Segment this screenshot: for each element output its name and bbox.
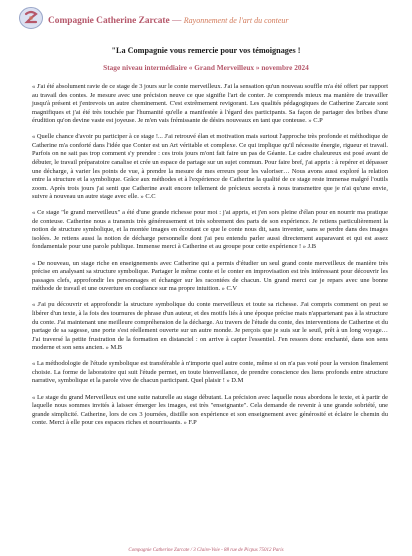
header-separator: —	[172, 16, 182, 26]
testimonial-paragraph: « Ce stage "le grand merveilleux" a été d'une grande richesse pour moi : j'ai appris, et j'en sors pleine d'élan pour en nourrir ma pratique de conteuse. Catherine nous a transmis très généreusement et très sobrement des parts de son expérience. Je retiens particulièrement la notion de structure symbolique, et la montée images en écoutant ce que le conte nous dit, sans inventer, sans se perdre dans des images isolées. Je retiens aussi la notion de décharge personnelle dont j'ai peu entendu parler aussi directement auparavant et qui est assez fondamentale pour une parole publique. Immense merci à Catherine et au groupe pour cette expérience ! » J.B	[32, 209, 388, 251]
testimonial-paragraph: « Quelle chance d'avoir pu participer à ce stage !... J'ai retrouvé élan et motivation mais surtout l'approche très profonde et méthodique de Catherine m'a conforté dans l'idée que Conter est un Art véritable et complexe. Ce qui implique qu'il nécessite énergie, rigueur et travail. Parfois on ne sait pas trop comment s'y prendre : ces trois jours m'ont fait faire un pas de Géante. Le cadre chaleureux est posé avant de débuter, le travail préparatoire canalise et crée un espace de partage sur un sujet commun. Pour faire bref, j'ai appris : à repérer et dépasser une décharge, à varier les points de vue, à prendre la mesure de mes erreurs pour les valoriser… Nous avons aussi exploré la relation entre la structure et la symbolique. Grâce aux méthodes et à l'expérience de Catherine la qualité de ce stage reste immense malgré l'outils zoom. Après trois jours j'ai senti que Catherine avait encore tellement de précieux secrets à nous transmettre que je n'ai qu'une envie, suivre à nouveau un autre stage avec elle. » C.C	[32, 133, 388, 201]
testimonial-paragraph: « Le stage du grand Merveilleux est une suite naturelle au stage débutant. La précision avec laquelle nous abordons le texte, et à partir de laquelle nous sommes invités à laisser émerger les images, est très "enseignante". Cela demande de revenir à une grande sobriété, une grande simplicité. Catherine, lors de ces 3 journées, distille son expérience et son enseignement avec générosité et éclaire le chemin du conte. Merci à elle pour ces espaces riches et nourrissants. » F.P	[32, 393, 388, 427]
company-tagline: Rayonnement de l'art du conteur	[183, 16, 289, 25]
thanks-heading: "La Compagnie vous remercie pour vos témoignages !	[111, 46, 301, 55]
testimonial-paragraph: « De nouveau, un stage riche en enseignements avec Catherine qui a permis d'étudier un seul grand conte merveilleux de manière très précise en analysant sa structure symbolique. Partager le même conte et le conter en improvisation est très intéressant pour découvrir les passages clefs, approfondir les personnages et échanger sur les racontées de chacun. Un grand merci car je repars avec une bonne méthode de travail et une ouverture en confiance sur ma propre intuition. » C.V	[32, 259, 388, 293]
page-footer: Compagnie Catherine Zarcate / 3 Claire-Voie - 88 rue de Picpus 75012 Paris	[128, 548, 284, 553]
page-header	[48, 16, 404, 26]
testimonials-list	[32, 83, 388, 435]
company-name: Compagnie Catherine Zarcate	[48, 16, 170, 26]
company-logo	[18, 6, 44, 30]
testimonial-paragraph: « J'ai pu découvrir et approfondir la structure symbolique du conte merveilleux et toute sa richesse. J'ai compris comment on peut se libérer d'un texte, à la fois des tournures de phrase d'un auteur, et des motifs liés à une époque précise mais n'appartenant pas à la structure du conte. J'ai maintenant une meilleure compréhension de la décharge. Au travers de l'étude du conte, des interventions de Catherine et du partage de sa sagesse, une porte s'est réellement ouverte sur un autre monde. Je perçois que je suis sur le seuil, prêt à un long voyage… J'ai traversé la petite frustration de la formation en distanciel : on arrive à capter l'essentiel. J'en ressors donc enchanté, dans son sens moderne et son sens ancien. » M.B	[32, 301, 388, 352]
stage-title: Stage niveau intermédiaire « Grand Merveilleux » novembre 2024	[103, 63, 309, 72]
testimonial-paragraph: « J'ai été absolument ravie de ce stage de 3 jours sur le conte merveilleux. J'ai la sensation qu'un nouveau souffle m'a été offert par rapport au travail des contes. Je mesure avec une précision neuve ce que signifie l'art de conter. Je comprends mieux ma manière de travailler jusqu'à présent et j'entrevois un autre cheminement. C'est extrêmement revigorant. Les qualités pédagogiques de Catherine Zarcate sont magnifiques et j'ai été très touchée par l'humanité qu'elle a manifestée à l'égard des participants. Sa façon de partager des bribes d'une érudition qu'on devine vaste est joyeuse. Je m'en vais frémissante de désirs nouveaux en tant que conteuse. » C.P	[32, 83, 388, 125]
testimonial-paragraph: « La méthodologie de l'étude symbolique est transférable à n'importe quel autre conte, même si on n'a pas voté pour la version finalement choisie. La forme de laboratoire qui suit l'étude permet, en toute bienveillance, de prendre conscience des liens profonds entre structure narrative, symbolique et la parole vive de chacun participant. Quel plaisir ! » D.M	[32, 360, 388, 385]
